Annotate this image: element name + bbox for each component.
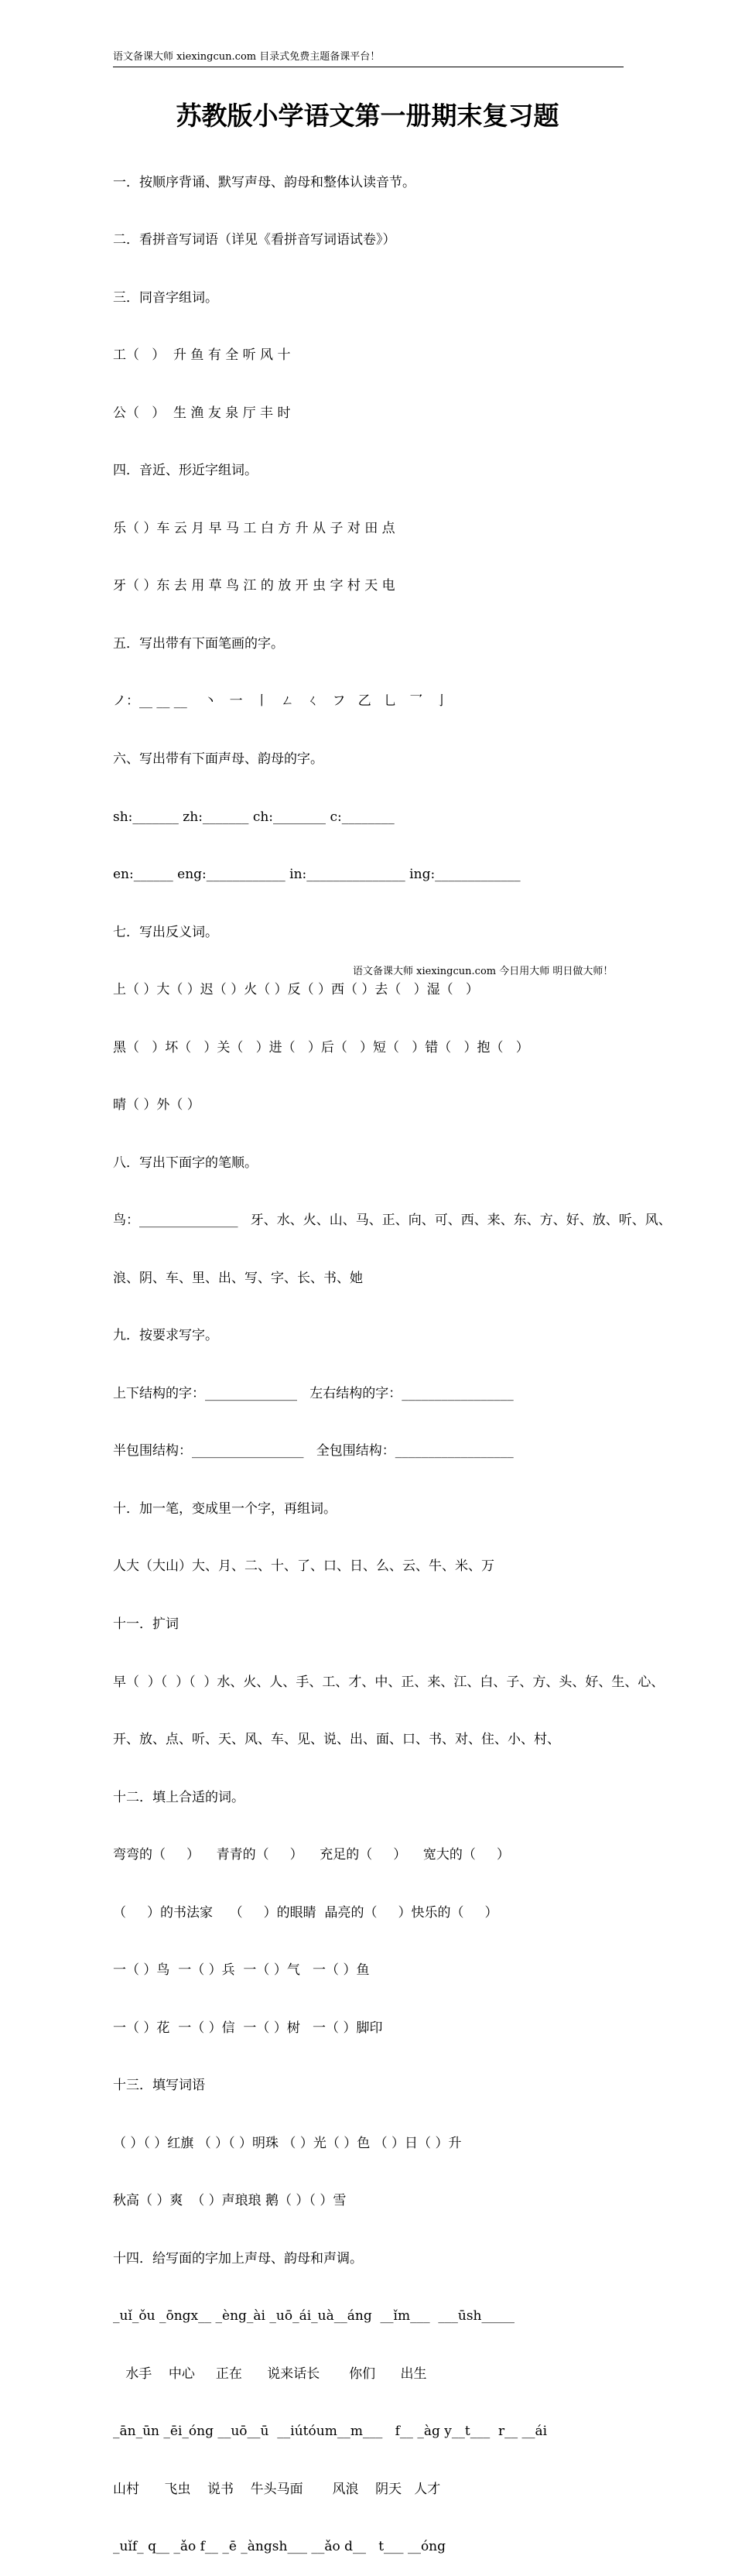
- exercise-line-38: _uǐ_ǒu _ōngx__ _èng_ài _uō_ái_uà__áng __ǐm___ ___ūsh_____: [113, 2308, 514, 2325]
- exercise-line-42: _uǐf_ q__ _ǎo f__ _ē _àngsh___ __ǎo d__ t___ __óng: [113, 2539, 446, 2555]
- exercise-line-13: en:______ eng:____________ in:_______________ ing:_____________: [113, 867, 521, 883]
- exercise-line-28: 开、放、点、听、天、风、车、见、说、出、面、口、书、对、住、小、村、: [113, 1732, 560, 1748]
- exercise-line-12: sh:_______ zh:_______ ch:________ c:________: [113, 809, 395, 825]
- exercise-line-31: （ ）的书法家 （ ）的眼睛 晶亮的（ ）快乐的（ ）: [113, 1904, 498, 1921]
- exercise-body: [113, 135, 672, 2576]
- exercise-line-35: （ ）（ ）红旗 （ ）（ ）明珠 （ ）光（ ）色 （ ）日（ ）升: [113, 2135, 462, 2151]
- exercise-line-14: 七．写出反义词。: [113, 924, 218, 940]
- exercise-line-32: 一（ ）鸟 一（ ）兵 一（ ）气 一（ ）鱼: [113, 1962, 370, 1979]
- exercise-line-6: 四．音近、形近字组词。: [113, 463, 258, 479]
- exercise-line-18: 八．写出下面字的笔顺。: [113, 1155, 258, 1171]
- page-footer: 语文备课大师 xiexingcun.com 今日用大师 明日做大师！: [353, 966, 614, 977]
- exercise-line-26: 十一．扩词: [113, 1616, 179, 1632]
- exercise-line-39: 水手 中心 正在 说来话长 你们 出生: [113, 2366, 427, 2382]
- exercise-line-29: 十二．填上合适的词。: [113, 1789, 244, 1805]
- exercise-line-21: 九．按要求写字。: [113, 1328, 218, 1344]
- exercise-line-1: 一．按顺序背诵、默写声母、韵母和整体认读音节。: [113, 174, 415, 190]
- exercise-line-7: 乐（ ）车 云 月 早 马 工 白 方 升 从 子 对 田 点: [113, 520, 395, 536]
- exercise-line-22: 上下结构的字：______________ 左右结构的字：_________________: [113, 1385, 514, 1401]
- exercise-line-27: 早（ ）（ ）（ ）水、火、人、手、工、才、中、正、来、江、白、子、方、头、好、生、心、: [113, 1674, 665, 1690]
- exercise-line-9: 五．写出带有下面笔画的字。: [113, 635, 284, 652]
- exercise-line-36: 秋高（ ）爽 （ ）声琅琅 鹅（ ）（ ）雪: [113, 2193, 347, 2209]
- exercise-line-40: _ān_ūn _ēi_óng __uō__ū __iútóum__m___ f__ _àg y__t___ r__ __ái: [113, 2424, 548, 2440]
- exercise-line-25: 人大（大山）大、月、二、十、了、口、日、么、云、牛、米、万: [113, 1558, 494, 1575]
- exercise-line-2: 二．看拼音写词语（详见《看拼音写词语试卷》）: [113, 232, 396, 248]
- exercise-line-34: 十三．填写词语: [113, 2078, 205, 2094]
- exercise-line-16: 黑（ ）坏（ ）关（ ）进（ ）后（ ）短（ ）错（ ）抱（ ）: [113, 1039, 529, 1055]
- exercise-line-33: 一（ ）花 一（ ）信 一（ ）树 一（ ）脚印: [113, 2020, 383, 2036]
- exercise-line-41: 山村 飞虫 说书 牛头马面 风浪 阴天 人才: [113, 2481, 441, 2497]
- document-title: 苏教版小学语文第一册期末复习题: [176, 101, 559, 131]
- exercise-line-37: 十四．给写面的字加上声母、韵母和声调。: [113, 2250, 363, 2266]
- exercise-line-3: 三．同音字组词。: [113, 289, 218, 306]
- exercise-line-15: 上（ ）大（ ）迟（ ）火（ ）反（ ）西（ ）去（ ）湿（ ）: [113, 982, 479, 998]
- exercise-line-20: 浪、阴、车、里、出、写、字、长、书、她: [113, 1270, 363, 1286]
- exercise-line-30: 弯弯的（ ） 青青的（ ） 充足的（ ） 宽大的（ ）: [113, 1847, 510, 1863]
- exercise-line-24: 十．加一笔，变成里一个字，再组词。: [113, 1500, 337, 1517]
- page-header: 语文备课大师 xiexingcun.com 目录式免费主题备课平台！: [113, 51, 624, 67]
- exercise-line-17: 晴（ ）外（ ）: [113, 1097, 200, 1114]
- exercise-line-10: ノ：__ __ __ 丶 一 丨 ㄥ ㄑ フ 乙 乚 乛 亅: [113, 693, 449, 710]
- exercise-line-4: 工（ ） 升 鱼 有 全 听 风 十: [113, 347, 291, 364]
- exercise-line-8: 牙（ ）东 去 用 草 鸟 江 的 放 开 虫 字 村 天 电: [113, 578, 395, 594]
- exercise-line-23: 半包围结构：_________________ 全包围结构：__________________: [113, 1443, 514, 1459]
- exercise-line-19: 鸟：_______________ 牙、水、火、山、马、正、向、可、西、来、东、方、好、放、听、风、: [113, 1213, 672, 1229]
- exercise-line-5: 公（ ） 生 渔 友 泉 厅 丰 时: [113, 405, 291, 421]
- exercise-line-11: 六、写出带有下面声母、韵母的字。: [113, 751, 323, 767]
